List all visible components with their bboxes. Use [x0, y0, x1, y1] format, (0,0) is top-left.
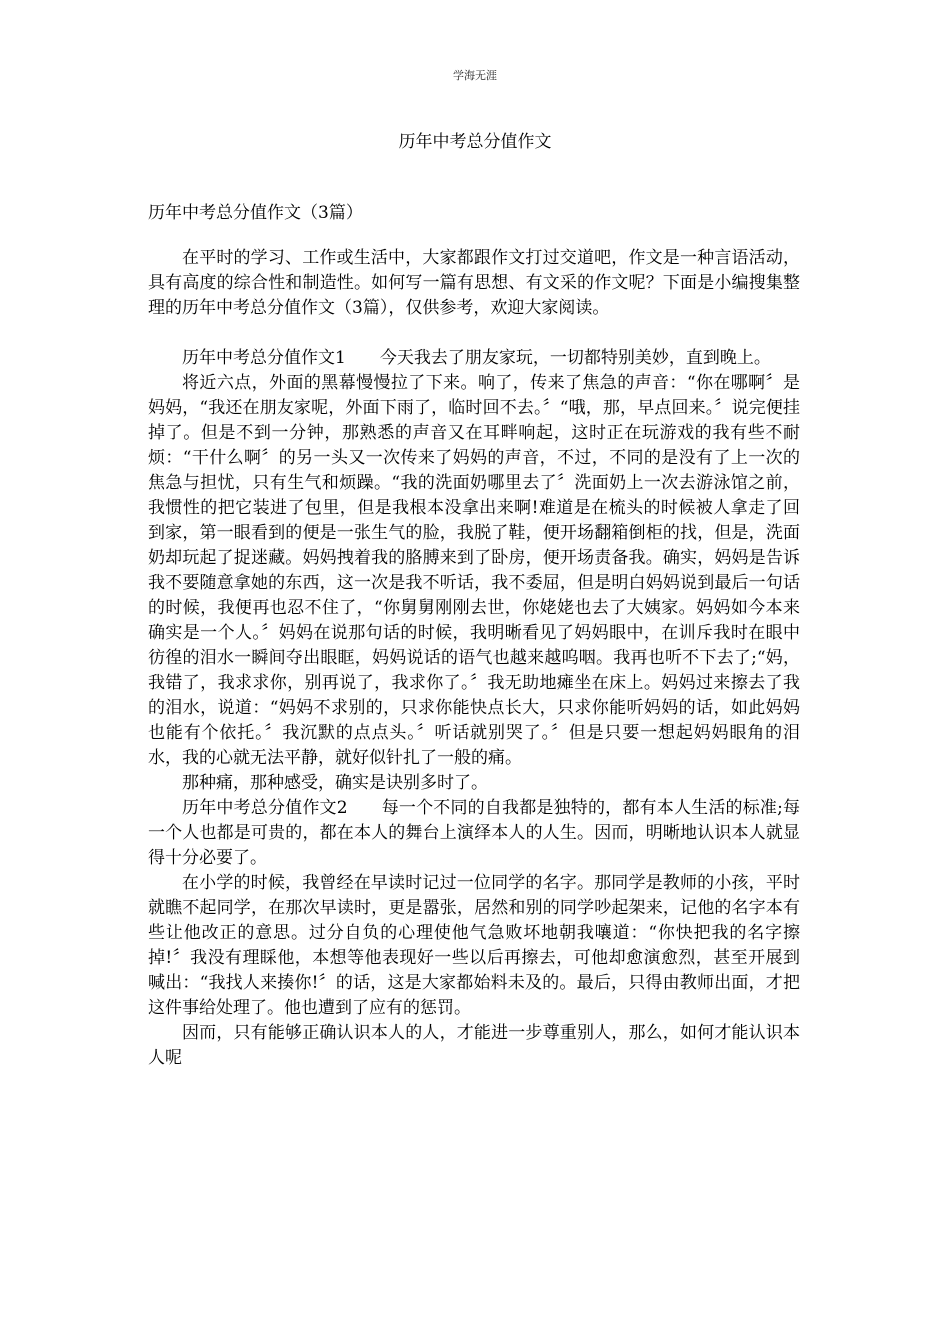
essay-1-paragraph: 那种痛，那种感受，确实是诀别多时了。 — [182, 773, 488, 793]
document-subtitle: 历年中考总分值作文（3篇） — [148, 203, 363, 223]
document-body — [148, 201, 800, 1071]
essay-2-label: 历年中考总分值作文2 — [182, 798, 348, 818]
essay-1-first-text: 今天我去了朋友家玩，一切都特别美妙，直到晚上。 — [379, 348, 771, 368]
essay-2-first-paragraph — [148, 796, 800, 871]
essay-1-label: 历年中考总分值作文1 — [182, 348, 346, 368]
essay-2-paragraph: 因而，只有能够正确认识本人的人，才能进一步尊重别人，那么，如何才能认识本人呢 — [148, 1023, 800, 1068]
essay-1-paragraph: 将近六点，外面的黑幕慢慢拉了下来。响了，传来了焦急的声音：“你在哪啊〞是妈妈，“我还在朋友家呢，外面下雨了，临时回不去。〞“哦，那，早点回来。〞说完便挂掉了。但是不到一分钟，那熟悉的声音又在耳畔响起，这时正在玩游戏的我有些不耐烦：“干什么啊〞的另一头又一次传来了妈妈的声音，不过，不同的是没有了上一次的焦急与担忧，只有生气和烦躁。“我的洗面奶哪里去了〞洗面奶上一次去游泳馆之前，我惯性的把它装进了包里，但是我根本没拿出来啊!难道是在梳头的时候被人拿走了回到家，第一眼看到的便是一张生气的脸，我脱了鞋，便开场翻箱倒柜的找，但是，洗面奶却玩起了捉迷藏。妈妈拽着我的胳膊来到了卧房，便开场责备我。确实，妈妈是告诉我不要随意拿她的东西，这一次是我不听话，我不委屈，但是明白妈妈说到最后一句话的时候，我便再也忍不住了，“你舅舅刚刚去世，你姥姥也去了大姨家。妈妈如今本来确实是一个人。〞妈妈在说那句话的时候，我明晰看见了妈妈眼中，在训斥我时在眼中彷徨的泪水一瞬间夺出眼眶，妈妈说话的语气也越来越呜咽。我再也听不下去了;“妈，我错了，我求求你，别再说了，我求你了。〞我无助地瘫坐在床上。妈妈过来擦去了我的泪水，说道：“妈妈不求别的，只求你能快点长大，只求你能听妈妈的话，如此妈妈也能有个依托。〞我沉默的点点头。〞听话就别哭了。〞但是只要一想起妈妈眼角的泪水，我的心就无法平静，就好似针扎了一般的痛。 — [148, 373, 800, 768]
intro-paragraph: 在平时的学习、工作或生活中，大家都跟作文打过交道吧，作文是一种言语活动，具有高度的综合性和制造性。如何写一篇有思想、有文采的作文呢？下面是小编搜集整理的历年中考总分值作文（3篇），仅供参考，欢迎大家阅读。 — [148, 248, 800, 318]
page-header: 学海无涯 — [453, 69, 497, 82]
essay-2-paragraph: 在小学的时候，我曾经在早读时记过一位同学的名字。那同学是教师的小孩，平时就瞧不起同学，在那次早读时，更是嚣张，居然和别的同学吵起架来，记他的名字本有些让他改正的意思。过分自负的心理使他气急败坏地朝我嚷道：“你快把我的名字擦掉!〞我没有理睬他，本想等他表现好一些以后再擦去，可他却愈演愈烈，甚至开展到喊出：“我找人来揍你!〞的话，这是大家都始料未及的。最后，只得由教师出面，才把这件事给处理了。他也遭到了应有的惩罚。 — [148, 873, 800, 1018]
document-title: 历年中考总分值作文 — [398, 132, 552, 152]
essay-2-first-text: 每一个不同的自我都是独特的，都有本人生活的标准;每一个人也都是可贵的，都在本人的舞台上演绎本人的人生。因而，明晰地认识本人就显得十分必要了。 — [148, 798, 800, 868]
essay-1-first-paragraph — [148, 346, 800, 371]
